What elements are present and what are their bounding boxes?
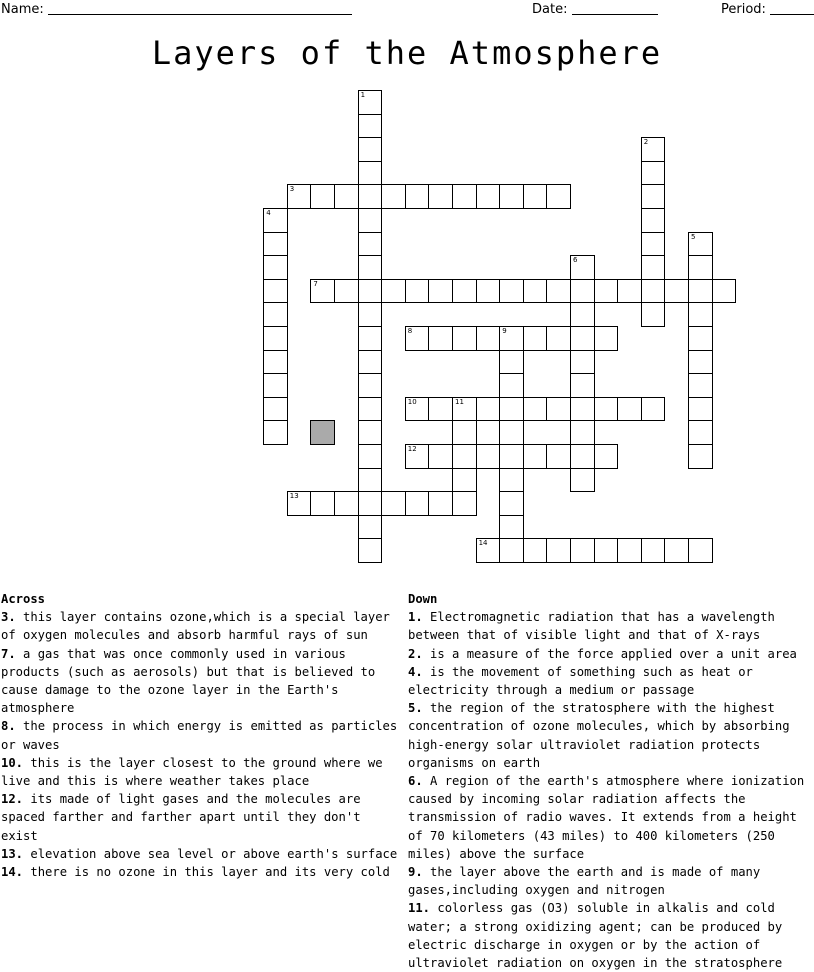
grid-cell[interactable] <box>523 538 548 563</box>
clue-number-label: 12. <box>1 792 24 807</box>
down-clue <box>408 699 814 772</box>
grid-cell[interactable] <box>263 208 288 233</box>
grid-cell[interactable] <box>594 279 619 304</box>
grid-cell[interactable] <box>641 538 666 563</box>
grid-cell[interactable] <box>688 279 713 304</box>
grid-cell[interactable] <box>358 350 383 375</box>
grid-cell[interactable] <box>617 397 642 422</box>
grid-cell[interactable] <box>641 161 666 186</box>
grid-cell[interactable] <box>310 279 335 304</box>
period-label: Period: <box>721 2 766 17</box>
grid-cell[interactable] <box>263 397 288 422</box>
grid-cell[interactable] <box>617 279 642 304</box>
grid-cell[interactable] <box>358 255 383 280</box>
grid-cell[interactable] <box>641 137 666 162</box>
grid-cell[interactable] <box>664 279 689 304</box>
clue-number-label: 2. <box>408 646 423 661</box>
clue-number-label: 11. <box>408 901 431 916</box>
grid-cell[interactable] <box>452 279 477 304</box>
grid-cell[interactable] <box>546 397 571 422</box>
grid-cell[interactable] <box>452 184 477 209</box>
grid-cell[interactable] <box>570 397 595 422</box>
across-clue <box>1 645 403 718</box>
grid-cell[interactable] <box>688 444 713 469</box>
across-clue <box>1 845 403 863</box>
grid-cell[interactable] <box>641 279 666 304</box>
clue-text: is a measure of the force applied over a unit area <box>422 646 797 661</box>
grid-cell[interactable] <box>287 491 312 516</box>
clue-text: there is no ozone in this layer and its very cold <box>23 865 390 880</box>
grid-cell[interactable] <box>688 538 713 563</box>
grid-cell[interactable] <box>641 302 666 327</box>
down-clue <box>408 608 814 644</box>
clue-number-label: 13. <box>1 846 24 861</box>
clue-number: 13 <box>289 492 299 501</box>
grid-cell[interactable] <box>499 279 524 304</box>
clue-number: 3 <box>289 185 295 194</box>
clue-text: this is the layer closest to the ground where we live and this is where weather takes place <box>1 755 383 789</box>
grid-cell[interactable] <box>358 90 383 115</box>
clue-number-label: 7. <box>1 646 16 661</box>
grid-cell[interactable] <box>570 279 595 304</box>
grid-cell[interactable] <box>641 255 666 280</box>
down-clue <box>408 863 814 899</box>
grid-cell[interactable] <box>688 373 713 398</box>
grid-cell[interactable] <box>641 208 666 233</box>
grid-cell[interactable] <box>688 350 713 375</box>
grid-cell[interactable] <box>594 326 619 351</box>
grid-cell[interactable] <box>570 444 595 469</box>
clue-number: 9 <box>502 327 507 335</box>
grid-cell[interactable] <box>499 373 524 398</box>
grid-cell[interactable] <box>358 114 383 139</box>
grid-cell[interactable] <box>499 444 524 469</box>
clue-number: 12 <box>407 445 417 453</box>
grid-cell[interactable] <box>358 538 383 563</box>
grid-cell[interactable] <box>358 444 383 469</box>
clue-number: 10 <box>407 397 417 406</box>
grid-cell[interactable] <box>358 373 383 398</box>
grid-cell[interactable] <box>310 184 335 209</box>
grid-cell[interactable] <box>452 420 477 445</box>
grid-cell[interactable] <box>358 420 383 445</box>
grid-cell[interactable] <box>476 184 501 209</box>
grid-cell[interactable] <box>428 444 453 469</box>
grid-cell[interactable] <box>358 515 383 540</box>
across-clue <box>1 608 403 644</box>
grid-cell[interactable] <box>358 232 383 257</box>
across-clues <box>1 590 403 881</box>
grid-cell[interactable] <box>452 468 477 493</box>
grid-cell[interactable] <box>476 538 501 563</box>
grid-cell[interactable] <box>428 397 453 422</box>
clue-text: the process in which energy is emitted as particles or waves <box>1 719 398 752</box>
grid-cell[interactable] <box>405 444 430 469</box>
grid-cell[interactable] <box>523 326 548 351</box>
grid-cell[interactable] <box>263 302 288 327</box>
grid-cell[interactable] <box>523 444 548 469</box>
grid-cell[interactable] <box>358 161 383 186</box>
clue-number-label: 8. <box>1 719 16 734</box>
clue-text: A region of the earth's atmosphere where ionization caused by incoming solar radiation affects the transmission of radio waves. It extends from a height of 70 kilometers (43 miles) to 400 kilometers (250 miles) above the surface <box>408 774 805 861</box>
grid-cell[interactable] <box>476 326 501 351</box>
grid-cell[interactable] <box>617 538 642 563</box>
grid-cell[interactable] <box>334 279 359 304</box>
grid-cell[interactable] <box>499 515 524 540</box>
grid-cell[interactable] <box>263 350 288 375</box>
grid-cell[interactable] <box>334 491 359 516</box>
grid-cell[interactable] <box>523 279 548 304</box>
grid-cell[interactable] <box>428 491 453 516</box>
clue-number: 2 <box>643 138 649 147</box>
grid-cell[interactable] <box>287 184 312 209</box>
grid-cell[interactable] <box>452 326 477 351</box>
grid-cell[interactable] <box>546 326 571 351</box>
grid-cell[interactable] <box>570 538 595 563</box>
grid-cell[interactable] <box>570 373 595 398</box>
grid-cell[interactable] <box>263 232 288 257</box>
clue-number: 7 <box>313 279 318 288</box>
clue-number-label: 5. <box>408 701 423 716</box>
shaded-cell <box>310 420 335 445</box>
grid-cell[interactable] <box>664 538 689 563</box>
clue-text: elevation above sea level or above earth's surface <box>23 846 398 861</box>
grid-cell[interactable] <box>499 397 524 422</box>
grid-cell[interactable] <box>641 184 666 209</box>
grid-cell[interactable] <box>570 420 595 445</box>
name-label: Name: <box>1 2 44 17</box>
grid-cell[interactable] <box>688 232 713 257</box>
grid-cell[interactable] <box>570 255 595 280</box>
grid-cell[interactable] <box>594 538 619 563</box>
down-clues <box>408 590 814 972</box>
down-clue <box>408 663 814 699</box>
grid-cell[interactable] <box>381 491 406 516</box>
down-heading: Down <box>408 592 438 606</box>
grid-cell[interactable] <box>688 302 713 327</box>
grid-cell[interactable] <box>405 491 430 516</box>
grid-cell[interactable] <box>358 491 383 516</box>
clue-text: its made of light gases and the molecules are spaced farther and farther apart until they don't exist <box>1 792 361 843</box>
grid-cell[interactable] <box>476 279 501 304</box>
grid-cell[interactable] <box>405 326 430 351</box>
grid-cell[interactable] <box>381 184 406 209</box>
grid-cell[interactable] <box>499 538 524 563</box>
clue-number: 5 <box>691 232 696 241</box>
grid-cell[interactable] <box>358 184 383 209</box>
grid-cell[interactable] <box>405 184 430 209</box>
grid-cell[interactable] <box>358 397 383 422</box>
grid-cell[interactable] <box>499 420 524 445</box>
grid-cell[interactable] <box>263 255 288 280</box>
page-title: Layers of the Atmosphere <box>151 34 663 72</box>
grid-cell[interactable] <box>688 326 713 351</box>
grid-cell[interactable] <box>570 326 595 351</box>
clue-text: Electromagnetic radiation that has a wavelength between that of visible light and that of X-rays <box>408 610 775 643</box>
grid-cell[interactable] <box>452 444 477 469</box>
grid-cell[interactable] <box>405 279 430 304</box>
grid-cell[interactable] <box>452 397 477 422</box>
grid-cell[interactable] <box>334 184 359 209</box>
grid-cell[interactable] <box>546 538 571 563</box>
grid-cell[interactable] <box>499 350 524 375</box>
grid-cell[interactable] <box>428 184 453 209</box>
grid-cell[interactable] <box>499 491 524 516</box>
grid-cell[interactable] <box>358 208 383 233</box>
grid-cell[interactable] <box>310 491 335 516</box>
clue-number-label: 9. <box>408 865 423 880</box>
date-label: Date: <box>532 2 568 17</box>
grid-cell[interactable] <box>641 232 666 257</box>
across-clue <box>1 863 403 881</box>
grid-cell[interactable] <box>546 184 571 209</box>
down-clue-list <box>408 608 814 972</box>
grid-cell[interactable] <box>523 184 548 209</box>
grid-cell[interactable] <box>428 279 453 304</box>
clue-number: 6 <box>573 256 578 265</box>
grid-cell[interactable] <box>594 397 619 422</box>
grid-cell[interactable] <box>570 302 595 327</box>
grid-cell[interactable] <box>712 279 737 304</box>
across-clue-list <box>1 608 403 881</box>
grid-cell[interactable] <box>523 397 548 422</box>
grid-cell[interactable] <box>381 279 406 304</box>
grid-cell[interactable] <box>452 491 477 516</box>
clue-text: colorless gas (O3) soluble in alkalis and cold water; a strong oxidizing agent; can be produced by electric discharge in oxygen or by the action of ultraviolet radiation on oxygen in the stratosphere <box>408 901 783 971</box>
grid-cell[interactable] <box>546 444 571 469</box>
across-heading: Across <box>1 592 46 606</box>
grid-cell[interactable] <box>688 397 713 422</box>
grid-cell[interactable] <box>263 420 288 445</box>
across-clue <box>1 790 403 845</box>
clue-number-label: 14. <box>1 865 24 880</box>
grid-cell[interactable] <box>358 468 383 493</box>
clue-number-label: 10. <box>1 755 24 770</box>
grid-cell[interactable] <box>358 326 383 351</box>
grid-cell[interactable] <box>499 468 524 493</box>
down-clue <box>408 772 814 863</box>
clue-text: is the movement of something such as heat or electricity through a medium or passage <box>408 664 753 698</box>
grid-cell[interactable] <box>641 397 666 422</box>
grid-cell[interactable] <box>546 279 571 304</box>
grid-cell[interactable] <box>428 326 453 351</box>
grid-cell[interactable] <box>688 255 713 280</box>
grid-cell[interactable] <box>358 302 383 327</box>
grid-cell[interactable] <box>594 444 619 469</box>
clue-number-label: 6. <box>408 774 423 789</box>
clue-number-label: 3. <box>1 610 16 625</box>
clue-text: this layer contains ozone,which is a special layer of oxygen molecules and absorb harmful rays of sun <box>1 610 390 643</box>
clue-text: the layer above the earth and is made of many gases,including oxygen and nitrogen <box>408 865 761 898</box>
grid-cell[interactable] <box>476 397 501 422</box>
clue-number: 8 <box>407 327 413 335</box>
grid-cell[interactable] <box>499 184 524 209</box>
down-clue <box>408 645 814 663</box>
grid-cell[interactable] <box>405 397 430 422</box>
grid-cell[interactable] <box>570 468 595 493</box>
grid-cell[interactable] <box>358 279 383 304</box>
clue-text: a gas that was once commonly used in various products (such as aerosols) but that is believed to cause damage to the ozone layer in the Earth's atmosphere <box>1 646 376 716</box>
grid-cell[interactable] <box>570 350 595 375</box>
across-clue <box>1 754 403 790</box>
grid-cell[interactable] <box>263 279 288 304</box>
grid-cell[interactable] <box>263 326 288 351</box>
across-clue <box>1 717 403 753</box>
clue-number-label: 4. <box>408 664 423 679</box>
clue-number: 4 <box>266 209 271 217</box>
clue-number: 11 <box>455 397 464 406</box>
grid-cell[interactable] <box>688 420 713 445</box>
grid-cell[interactable] <box>358 137 383 162</box>
grid-cell[interactable] <box>499 326 524 351</box>
grid-cell[interactable] <box>263 373 288 398</box>
clue-number: 1 <box>360 91 366 99</box>
down-clue <box>408 899 814 972</box>
clue-text: the region of the stratosphere with the highest concentration of ozone molecules, which by absorbing high-energy solar ultraviolet radiation protects organisms on earth <box>408 701 790 770</box>
clue-number: 14 <box>478 539 488 548</box>
clue-number-label: 1. <box>408 610 423 625</box>
grid-cell[interactable] <box>476 444 501 469</box>
